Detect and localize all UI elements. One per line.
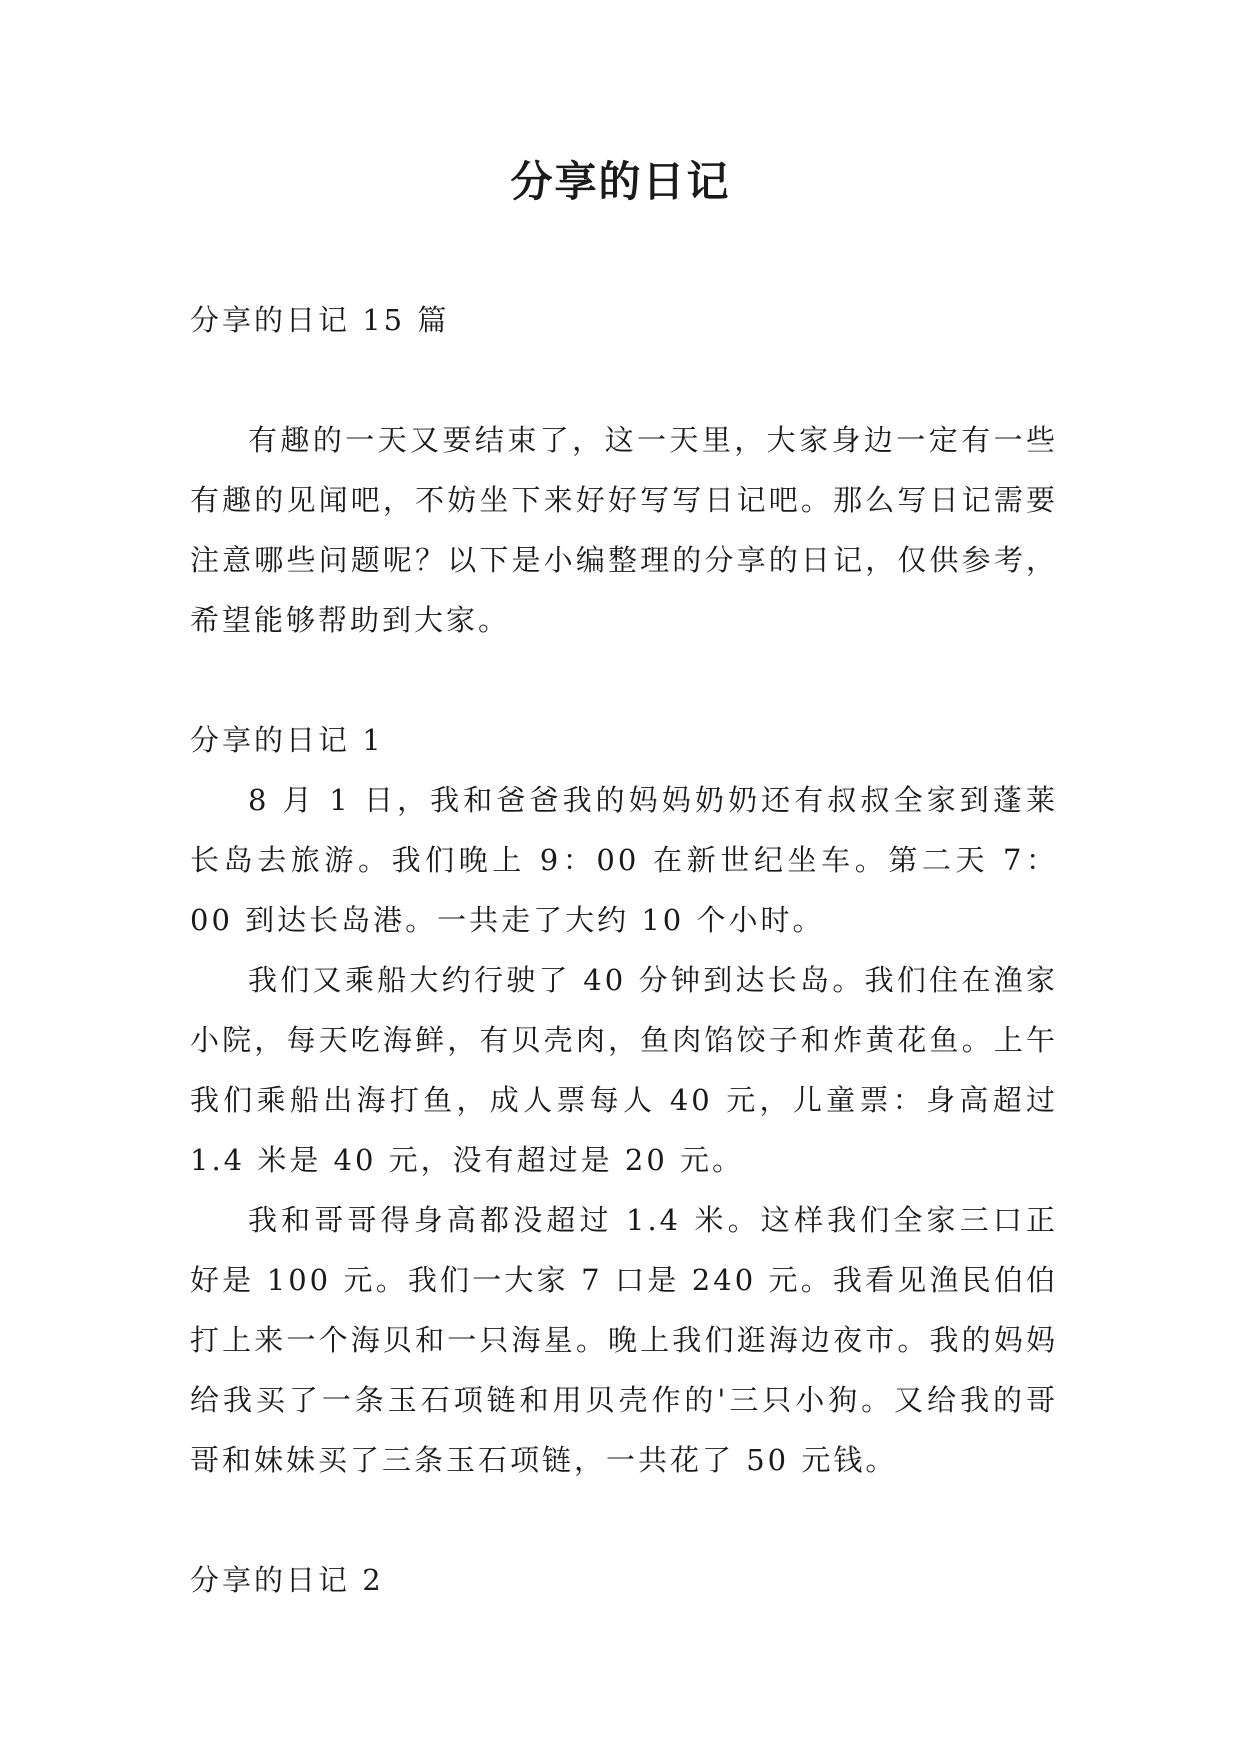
spacer [190, 350, 1058, 410]
document-body [190, 290, 1058, 1610]
document-subtitle: 分享的日记 15 篇 [190, 303, 450, 337]
entry-heading: 分享的日记 2 [190, 1563, 384, 1597]
entry-paragraph: 我们又乘船大约行驶了 40 分钟到达长岛。我们住在渔家小院，每天吃海鲜，有贝壳肉，鱼肉馅饺子和炸黄花鱼。上午我们乘船出海打鱼，成人票每人 40 元，儿童票：身高超过 1.4 米是 40 元，没有超过是 20 元。 [190, 963, 1058, 1177]
spacer [190, 1490, 1058, 1550]
entry-heading: 分享的日记 1 [190, 723, 384, 757]
entry-paragraph: 我和哥哥得身高都没超过 1.4 米。这样我们全家三口正好是 100 元。我们一大家 7 口是 240 元。我看见渔民伯伯打上来一个海贝和一只海星。晚上我们逛海边夜市。我的妈妈给我买了一条玉石项链和用贝壳作的'三只小狗。又给我的哥哥和妹妹买了三条玉石项链，一共花了 50 元钱。 [190, 1203, 1058, 1477]
intro-paragraph: 有趣的一天又要结束了，这一天里，大家身边一定有一些有趣的见闻吧，不妨坐下来好好写写日记吧。那么写日记需要注意哪些问题呢？以下是小编整理的分享的日记，仅供参考，希望能够帮助到大家。 [190, 423, 1058, 637]
spacer [190, 650, 1058, 710]
document-title: 分享的日记 [510, 157, 731, 206]
entry-paragraph: 8 月 1 日，我和爸爸我的妈妈奶奶还有叔叔全家到蓬莱长岛去旅游。我们晚上 9：00 在新世纪坐车。第二天 7：00 到达长岛港。一共走了大约 10 个小时。 [190, 783, 1058, 937]
